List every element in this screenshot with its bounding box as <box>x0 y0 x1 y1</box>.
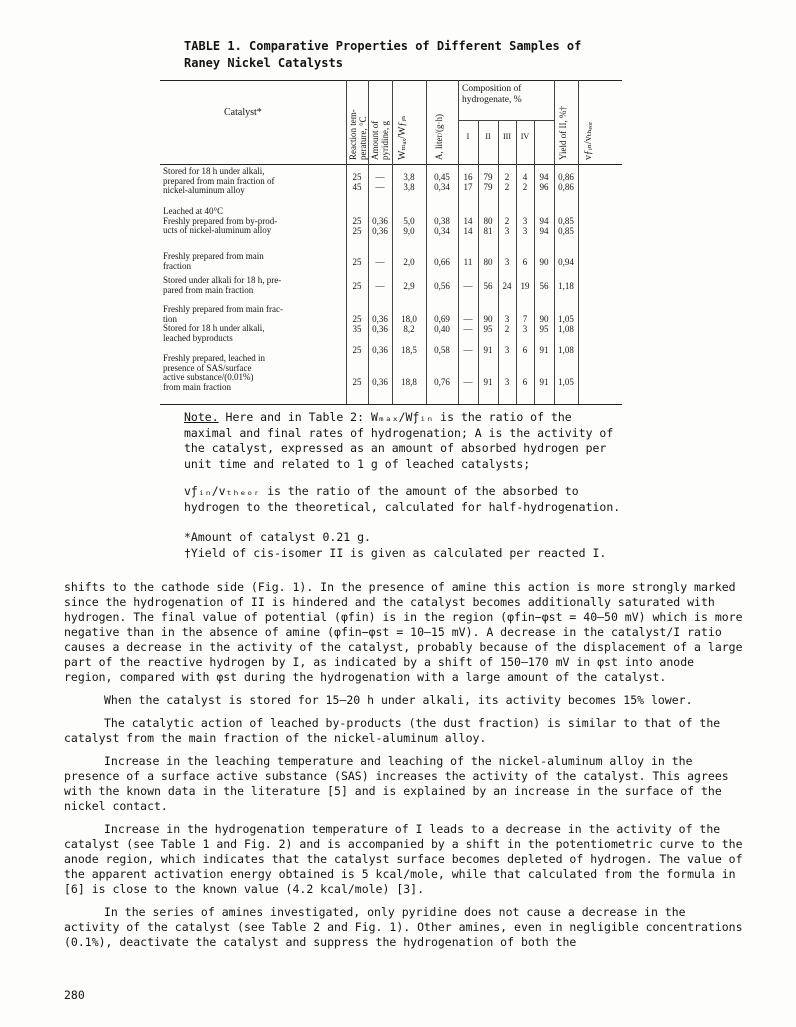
table-cell: 0,86 0,86 <box>558 172 574 192</box>
table-cell: 3 2 <box>504 314 510 334</box>
table-cell: 3 <box>504 345 510 355</box>
table-cell: 24 <box>502 281 512 291</box>
table-row-label: Freshly prepared from main fraction <box>163 251 264 271</box>
paragraph: shifts to the cathode side (Fig. 1). In the presence of amine this action is more strongly marked since the hydrogenation of II is hindered and the catalyst becomes additionally saturated with hydrogen. The final value of potential (φfin) is in the region (φfin−φst = 40–50 mV) which is more negative than in the absence of amine (φfin−φst = 10–15 mV). A decrease in the catalyst/I ratio causes a decrease in the activity of the catalyst, probably because of the displacement of a large part of the reactive hydrogen by I, as indicated by a shift of 150–170 mV in φst into anode region, compared with φst during the hydrogenation with a large amount of the catalyst. <box>64 580 743 684</box>
table-cell: 91 <box>483 377 493 387</box>
table-cell: 0,45 0,34 <box>434 172 450 192</box>
header-activity: A, liter/(g·h) <box>434 114 444 160</box>
table-cell: 0,58 <box>434 345 450 355</box>
header-comp-iii: III <box>503 132 511 141</box>
table-cell: 3 3 <box>522 216 528 236</box>
table-cell: 80 <box>483 257 493 267</box>
table-cell: 0,36 <box>372 345 388 355</box>
note-text: Here and in Table 2: Wₘₐₓ/Wƒᵢₙ is the ratio of the maximal and final rates of hydrogenation; A is the activity of the catalyst, expressed as an amount of absorbed hydrogen per unit time and related to 1 g of leached catalysts; <box>184 410 614 471</box>
table-cell: 0,94 <box>558 257 574 267</box>
table-cell: 18,5 <box>401 345 417 355</box>
header-comp-i: I <box>466 132 470 141</box>
table-cell: 0,36 <box>372 377 388 387</box>
table-cell: 6 <box>522 377 528 387</box>
paragraph: The catalytic action of leached by-products (the dust fraction) is similar to that of the catalyst from the main fraction of the nickel-aluminum alloy. <box>64 716 721 745</box>
table-cell: 2 2 <box>504 172 510 192</box>
header-yield: Yield of II, %† <box>558 106 568 160</box>
table-cell: 90 95 <box>539 314 549 334</box>
table-cell: — <box>375 281 385 291</box>
table-cell: 0,38 0,34 <box>434 216 450 236</box>
table-cell: 91 <box>539 345 549 355</box>
table-cell: 56 <box>483 281 493 291</box>
table-cell: 0,36 0,36 <box>372 216 388 236</box>
table-cell: 7 3 <box>522 314 528 334</box>
table-cell: — <box>463 345 473 355</box>
header-reaction-temperature: Reaction tem- perature, °C <box>348 109 368 160</box>
table-cell: 2,9 <box>403 281 415 291</box>
table-cell: 25 25 <box>352 216 362 236</box>
table-cell: 90 95 <box>483 314 493 334</box>
table-cell: 2 3 <box>504 216 510 236</box>
table-cell: 6 <box>522 345 528 355</box>
note-amount-footnote: *Amount of catalyst 0.21 g. <box>184 530 371 544</box>
table-cell: 0,66 <box>434 257 450 267</box>
header-catalyst: Catalyst* <box>224 107 262 118</box>
table-cell: 0,76 <box>434 377 450 387</box>
body-text <box>64 580 744 958</box>
table-cell: 1,18 <box>558 281 574 291</box>
table-cell: 0,85 0,85 <box>558 216 574 236</box>
table-row-label: Leached at 40°C Freshly prepared from by-prod- ucts of nickel-aluminum alloy <box>163 206 278 235</box>
table-cell: — <box>375 257 385 267</box>
table-row-label: Stored under alkali for 18 h, pre- pared from main fraction <box>163 275 282 295</box>
table-note <box>184 410 624 472</box>
note-label: Note. <box>184 410 219 424</box>
note-ratio-definition: vƒᵢₙ/vₜₕₑₒᵣ is the ratio of the amount of the absorbed to hydrogen to the theoretical, calculated for half-hydrogenation. <box>184 484 621 514</box>
header-wmax-wfin: Wₘₐₓ/Wƒᵢₙ <box>397 115 408 160</box>
table-row-label: Stored for 18 h under alkali, prepared from main fraction of nickel-aluminum alloy <box>163 166 275 195</box>
table-cell: 3 <box>504 257 510 267</box>
table-cell: 16 17 <box>463 172 473 192</box>
paragraph: In the series of amines investigated, only pyridine does not cause a decrease in the activity of the catalyst (see Table 2 and Fig. 1). Other amines, even in negligible concentrations (0.1%), deactivate the catalyst and suppress the hydrogenation of both the <box>64 905 743 949</box>
table-cell: 94 94 <box>539 216 549 236</box>
table-cell: 25 <box>352 345 362 355</box>
table-cell: 25 <box>352 377 362 387</box>
header-comp-ii: II <box>485 132 491 141</box>
table-cell: 80 81 <box>483 216 493 236</box>
table-cell: 1,05 1,08 <box>558 314 574 334</box>
table-row-label: Freshly prepared from main frac- tion Stored for 18 h under alkali, leached byproducts <box>163 304 283 343</box>
table-cell: 90 <box>539 257 549 267</box>
table-cell: 91 <box>539 377 549 387</box>
table-cell: 25 35 <box>352 314 362 334</box>
page-number: 280 <box>64 988 85 1002</box>
table-cell: 25 45 <box>352 172 362 192</box>
table-cell: 2,0 <box>403 257 415 267</box>
header-vfin-vtheor: vƒᵢₙ/vₜₕₑₒᵣ <box>583 121 594 160</box>
header-pyridine: Amount of pyridine, g <box>370 120 390 160</box>
table-cell: 11 <box>463 257 473 267</box>
table-title: TABLE 1. Comparative Properties of Different Samples of Raney Nickel Catalysts <box>184 39 582 70</box>
table-cell: 6 <box>522 257 528 267</box>
table-cell: 19 <box>520 281 530 291</box>
table-cell: 91 <box>483 345 493 355</box>
table-cell: 4 2 <box>522 172 528 192</box>
table-cell: 79 79 <box>483 172 493 192</box>
table-cell: 0,36 0,36 <box>372 314 388 334</box>
table-cell: 5,0 9,0 <box>403 216 415 236</box>
table-cell: 56 <box>539 281 549 291</box>
table-cell: 18,8 <box>401 377 417 387</box>
table-cell: 3 <box>504 377 510 387</box>
table-cell: 3,8 3,8 <box>403 172 415 192</box>
table-cell: — <box>463 281 473 291</box>
table-cell: 0,56 <box>434 281 450 291</box>
table-cell: 1,08 <box>558 345 574 355</box>
table-cell: 18,0 8,2 <box>401 314 417 334</box>
table-cell: 25 <box>352 281 362 291</box>
table-row-label: Freshly prepared, leached in presence of SAS/surface active substance/(0.01%) from main fraction <box>163 353 265 392</box>
note-yield-footnote: †Yield of cis-isomer II is given as calculated per reacted I. <box>184 546 607 560</box>
paragraph: Increase in the hydrogenation temperature of I leads to a decrease in the activity of the catalyst (see Table 1 and Fig. 2) and is accompanied by a shift in the potentiometric curve to the anode region, which indicates that the catalyst surface becomes depleted of hydrogen. The value of the apparent activation energy obtained is 5 kcal/mole, while that calculated from the formula in [6] is close to the known value (4.2 kcal/mole) [3]. <box>64 822 743 896</box>
table-cell: 0,69 0,40 <box>434 314 450 334</box>
paragraph: Increase in the leaching temperature and leaching of the nickel-aluminum alloy in the presence of a surface active substance (SAS) increases the activity of the catalyst. This agrees with the known data in the literature [5] and is explained by an increase in the surface of the nickel contact. <box>64 754 729 813</box>
paragraph: When the catalyst is stored for 15–20 h under alkali, its activity becomes 15% lower. <box>104 693 693 707</box>
table-cell: 94 96 <box>539 172 549 192</box>
table-cell: 25 <box>352 257 362 267</box>
table-cell: — — <box>463 314 473 334</box>
header-comp-iv: IV <box>520 132 530 141</box>
table-cell: 1,05 <box>558 377 574 387</box>
table-cell: — <box>463 377 473 387</box>
table-cell: — — <box>375 172 385 192</box>
header-composition: Composition of hydrogenate, % <box>462 84 522 105</box>
table-cell: 14 14 <box>463 216 473 236</box>
